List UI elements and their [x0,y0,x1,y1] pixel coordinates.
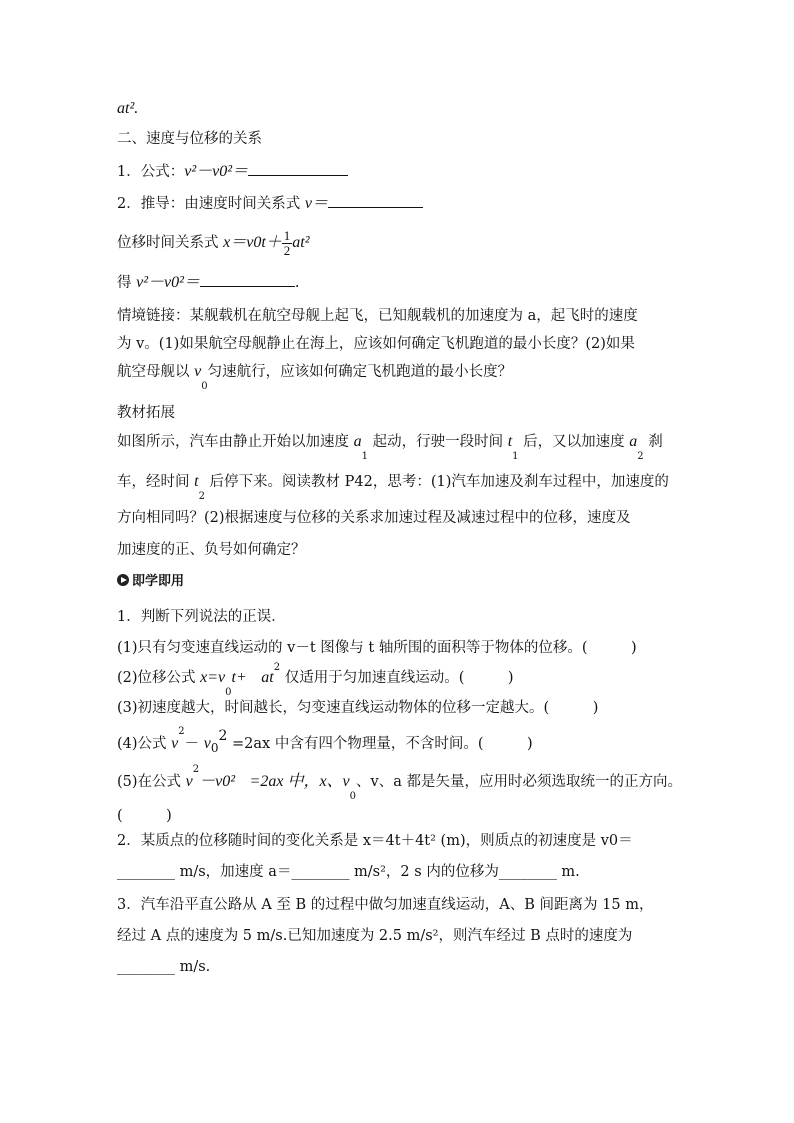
derivation-line: 2．推导：由速度时间关系式 v＝ [117,193,423,214]
question-line: ( ) [117,808,172,824]
practice-title: 即学即用 [117,571,184,592]
answer-blank[interactable] [200,272,295,287]
scenario-line: 为 v。(1)如果航空母舰静止在海上，应该如何确定飞机跑道的最小长度？(2)如果 [117,336,635,352]
question-line: 3．汽车沿平直公路从 A 至 B 的过程中做匀加速直线运动，A、B 间距离为 15 m， [117,897,654,913]
derivation-line: 位移时间关系式 x＝v0t＋ $\frac{1}{2}$ at² [117,227,310,258]
question-line: (3)初速度越大，时间越长，匀变速直线运动物体的位移一定越大。( ) [117,700,599,716]
textbook-title: 教材拓展 [117,405,175,421]
section-title: 二、速度与位移的关系 [117,131,262,147]
question-line: 经过 A 点的速度为 5 m/s.已知加速度为 2.5 m/s²，则汽车经过 B 点时的速度为 [117,928,633,944]
scenario-line: 情境链接：某舰载机在航空母舰上起飞，已知舰载机的加速度为 a，起飞时的速度 [117,308,638,324]
question-line: (2)位移公式 $x=v_0t+$ $at^2$ 仅适用于匀加速直线运动。( ) [117,662,514,698]
formula-line: 1．公式：v²－v0²＝ [117,161,348,182]
fraction: $\frac{1}{2}$ [283,227,291,258]
textbook-line: 加速度的正、负号如何确定？ [117,542,306,558]
textbook-line: 如图所示，汽车由静止开始以加速度 $a_1$ 起动，行驶一段时间 $t_1$ 后，又以加速度 $a_2$ 刹 [117,433,663,462]
derivation-line: 得 v²－v0²＝ . [117,274,300,291]
textbook-line: 方向相同吗？(2)根据速度与位移的关系求加速过程及减速过程中的位移，速度及 [117,510,631,526]
question-line: (4)公式 $v^2- v_02 =2ax$ 中含有四个物理量，不含时间。( ) [117,726,533,755]
textbook-line: 车，经时间 $t_2$ 后停下来。阅读教材 P42，思考：(1)汽车加速及刹车过程中，加速度的 [117,473,669,502]
play-circle-icon [117,574,129,586]
question-line: (5)在公式 $v^2-v0^2$ =2ax 中，x、$v_0$、v、a 都是矢量，应用时必须选取统一的正方向。 [117,764,682,802]
scenario-line: 航空母舰以 $v_0$匀速航行，应该如何确定飞机跑道的最小长度？ [117,363,513,392]
text-line: at². [117,100,139,117]
question-line: 1．判断下列说法的正误． [117,609,286,625]
question-line: 2．某质点的位移随时间的变化关系是 x＝4t＋4t² (m)，则质点的初速度是 v0＝ [117,833,633,849]
question-line: ________ m/s，加速度 a＝________ m/s²，2 s 内的位移为________ m. [117,864,580,880]
answer-blank[interactable] [328,193,423,208]
question-line: ________ m/s. [117,959,211,975]
answer-blank[interactable] [248,161,348,176]
question-line: (1)只有匀变速直线运动的 v－t 图像与 t 轴所围的面积等于物体的位移。( ) [117,640,637,656]
